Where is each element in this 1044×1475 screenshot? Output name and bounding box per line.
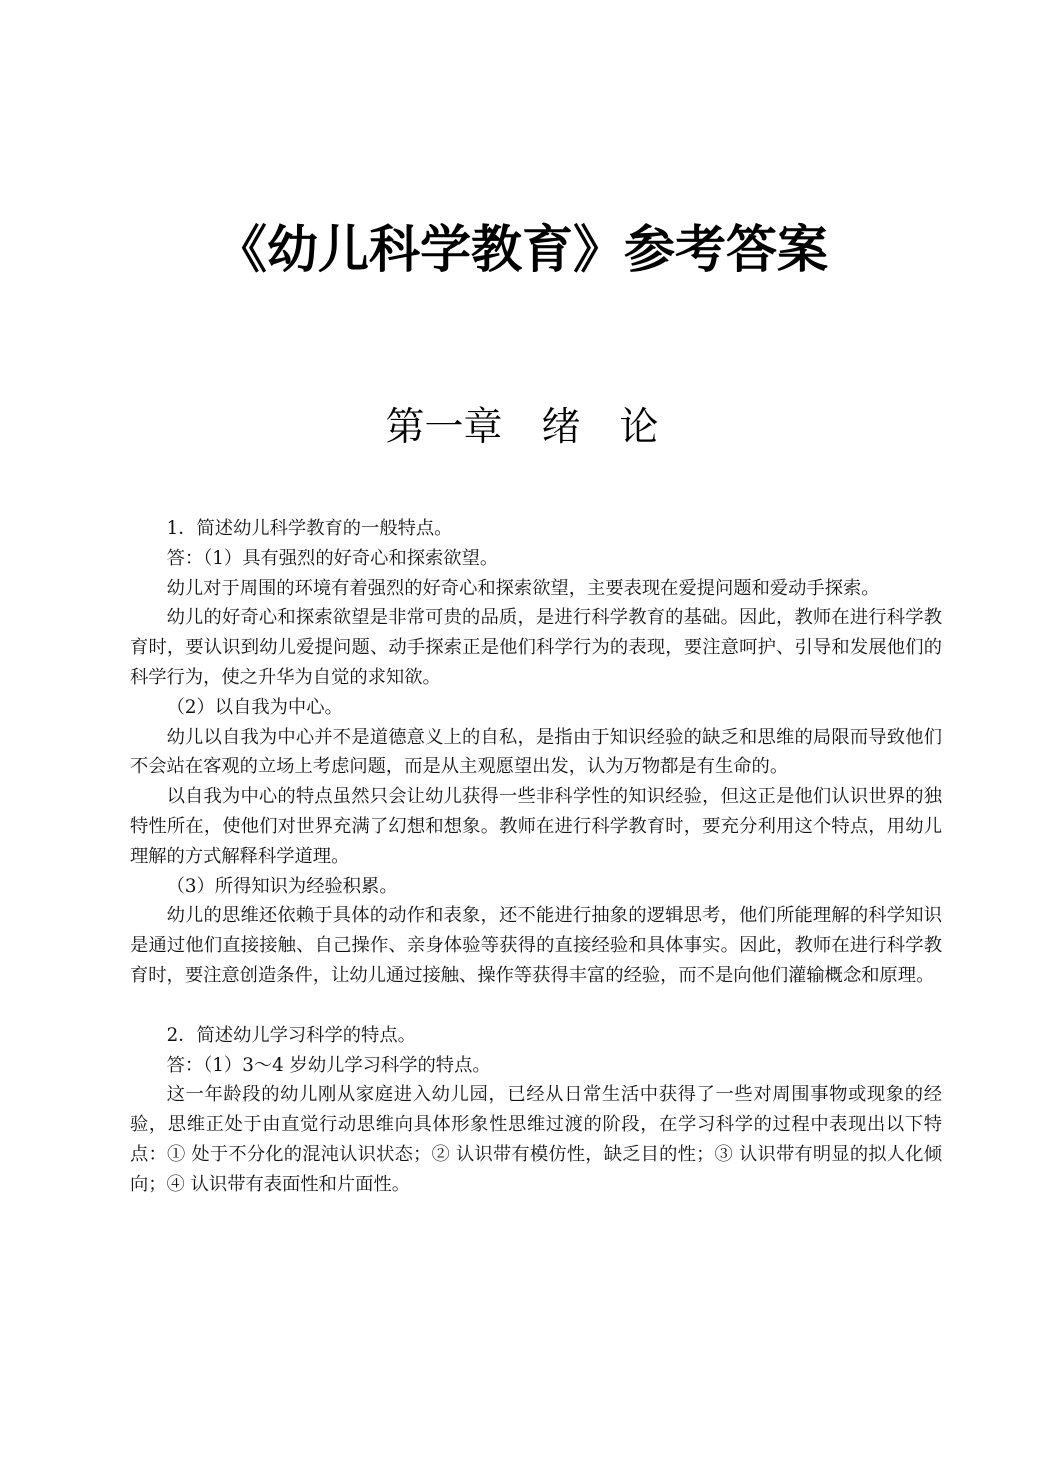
answer-1-paragraph: 幼儿的思维还依赖于具体的动作和表象，还不能进行抽象的逻辑思考，他们所能理解的科学知识是通过他们直接接触、自己操作、亲身体验等获得的直接经验和具体事实。因此，教师在进行科学教育时，要注意创造条件，让幼儿通过接触、操作等获得丰富的经验，而不是向他们灌输概念和原理。 (130, 905, 942, 986)
question-2: 2．简述幼儿学习科学的特点。 (166, 1024, 416, 1046)
question-1: 1．简述幼儿科学教育的一般特点。 (166, 518, 453, 539)
chapter-title: 第一章 绪 论 (385, 405, 659, 450)
answer-1-paragraph: 幼儿的好奇心和探索欲望是非常可贵的品质，是进行科学教育的基础。因此，教师在进行科学教育时，要认识到幼儿爱提问题、动手探索正是他们科学行为的表现，要注意呵护、引导和发展他们的科学行为，使之升华为自觉的求知欲。 (130, 607, 942, 688)
answer-2-paragraph: 这一年龄段的幼儿刚从家庭进入幼儿园，已经从日常生活中获得了一些对周围事物或现象的经验，思维正处于由直觉行动思维向具体形象性思维过渡的阶段，在学习科学的过程中表现出以下特点：① 处于不分化的混沌认识状态；② 认识带有模仿性，缺乏目的性；③ 认识带有明显的拟人化倾向；④ 认识带有表面性和片面性。 (130, 1084, 942, 1195)
answer-1-paragraph: 幼儿对于周围的环境有着强烈的好奇心和探索欲望，主要表现在爱提问题和爱动手探索。 (166, 577, 880, 599)
answer-2-point-1-heading: 答：（1）3～4 岁幼儿学习科学的特点。 (166, 1054, 491, 1076)
answer-1-paragraph: 以自我为中心的特点虽然只会让幼儿获得一些非科学性的知识经验，但这正是他们认识世界的独特性所在，使他们对世界充满了幻想和想象。教师在进行科学教育时，要充分利用这个特点，用幼儿理解的方式解释科学道理。 (130, 786, 942, 867)
document-body (130, 514, 942, 1200)
answer-1-point-3-heading: （3）所得知识为经验积累。 (166, 875, 398, 897)
answer-1-point-2-heading: （2）以自我为中心。 (166, 696, 343, 718)
answer-1-point-1-heading: 答：（1）具有强烈的好奇心和探索欲望。 (166, 547, 499, 569)
document-title: 《幼儿科学教育》参考答案 (215, 221, 828, 280)
answer-1-paragraph: 幼儿以自我为中心并不是道德意义上的自私，是指由于知识经验的缺乏和思维的局限而导致他们不会站在客观的立场上考虑问题，而是从主观愿望出发，认为万物都是有生命的。 (130, 726, 942, 778)
